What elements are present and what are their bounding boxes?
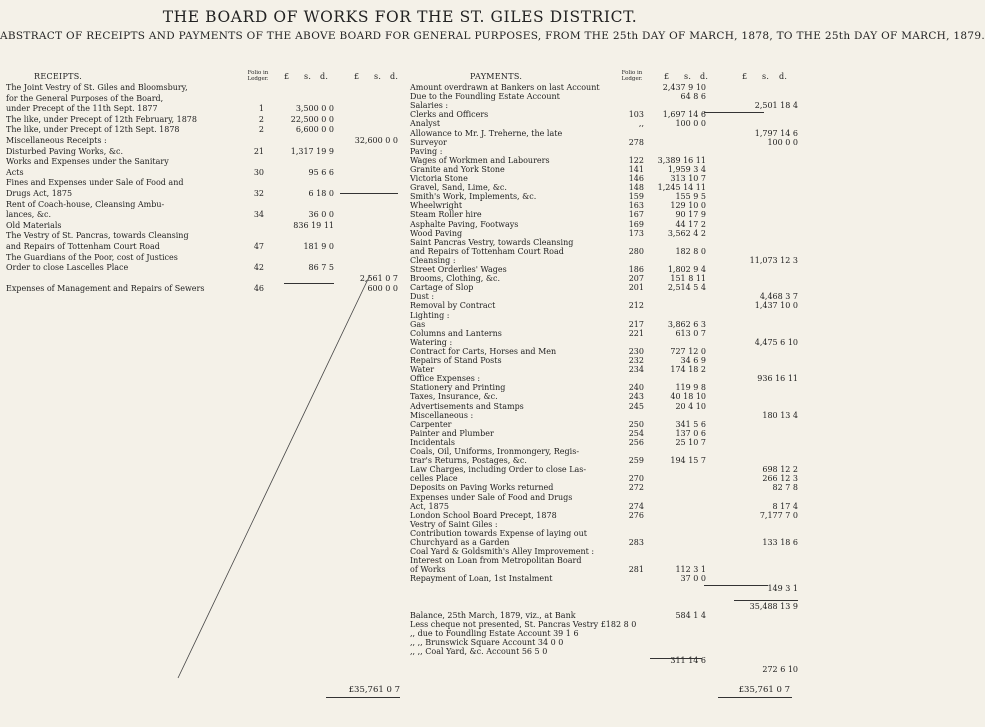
payment-row-amount: 34 6 9	[680, 356, 706, 365]
payment-row-text: celles Place	[410, 474, 458, 484]
payment-row-amount: 1,959 3 4	[667, 164, 706, 174]
payment-row-folio: 254	[628, 428, 644, 438]
payment-row-folio: 167	[628, 210, 644, 220]
receipt-row-text: The Joint Vestry of St. Giles and Bloomsbury,	[6, 83, 188, 92]
receipt-row-amount: 181 9 0	[303, 242, 334, 251]
receipts-grand-total: £35,761 0 7	[348, 685, 400, 695]
payment-row-text: Amount overdrawn at Bankers on last Account	[410, 83, 600, 92]
payment-row-text: Incidentals	[410, 437, 456, 447]
receipt-row-amount: 36 0 0	[308, 210, 334, 220]
payment-row-total: 4,475 6 10	[754, 337, 798, 347]
receipt-row-text: The like, under Precept of 12th February, 1878	[6, 114, 197, 124]
payment-row-text: Wood Paving	[410, 228, 463, 238]
document-title: THE BOARD OF WORKS FOR THE ST. GILES DISTRICT.	[162, 8, 638, 26]
payment-row-text: Office Expenses :	[410, 374, 481, 384]
receipts-pence-heading-2: d.	[390, 72, 399, 81]
payment-row-text: Saint Pancras Vestry, towards Cleansing	[410, 237, 574, 247]
receipt-row-text: and Repairs of Tottenham Court Road	[6, 242, 160, 251]
payment-row-text: Street Orderlies' Wages	[410, 265, 507, 274]
payment-row-text: Coal Yard & Goldsmith's Alley Improvement :	[410, 547, 595, 557]
receipt-row-text: The Vestry of St. Pancras, towards Cleansing	[6, 231, 189, 241]
payment-row-amount: 20 4 10	[675, 401, 706, 411]
receipt-row-folio: 2	[258, 125, 264, 135]
payment-row-total: 1,797 14 6	[754, 128, 798, 138]
payment-row-total: 698 12 2	[762, 465, 798, 475]
payments-pence-heading: d.	[700, 72, 709, 81]
receipt-row-text: Order to close Lascelles Place	[6, 263, 129, 273]
receipts-total-rule	[326, 697, 400, 698]
receipt-row-folio: 21	[253, 146, 264, 156]
payment-row-text: ,, due to Foundling Estate Account 39 1 6	[410, 629, 579, 638]
payment-row-folio: 201	[628, 283, 644, 293]
receipt-row-folio: 32	[253, 189, 264, 198]
receipt-row-folio: 46	[253, 284, 264, 294]
payment-row-folio: ,,	[638, 119, 644, 129]
payment-row-text: Due to the Foundling Estate Account	[410, 92, 560, 102]
payment-row-text: Contribution towards Expense of laying out	[410, 528, 587, 538]
payment-row-amount: 182 8 0	[675, 246, 706, 256]
payment-row-text: of Works	[410, 565, 446, 575]
payment-row-folio: 163	[628, 201, 644, 211]
payment-row-text: Coals, Oil, Uniforms, Ironmongery, Regis-	[410, 447, 580, 456]
receipt-row-total: 600 0 0	[367, 284, 398, 294]
payment-row-amount: 129 10 0	[670, 201, 706, 211]
payment-row-folio: 173	[628, 228, 644, 238]
payment-row-text: Stationery and Printing	[410, 383, 506, 393]
payment-row-folio: 230	[628, 346, 644, 356]
receipt-row-total: 32,600 0 0	[354, 136, 398, 145]
payments-rule-3	[734, 600, 798, 601]
payment-row-total: 35,488 13 9	[749, 601, 798, 611]
receipt-row-text: for the General Purposes of the Board,	[6, 93, 164, 103]
payment-row-amount: 90 17 9	[675, 210, 706, 220]
payments-rule-4	[650, 658, 702, 659]
payment-row-folio: 274	[628, 501, 644, 511]
payment-row-text: Steam Roller hire	[410, 210, 482, 220]
payment-row-text: Repayment of Loan, 1st Instalment	[410, 574, 553, 584]
payment-row-text: and Repairs of Tottenham Court Road	[410, 246, 564, 256]
payment-row-text: Smith's Work, Implements, &c.	[410, 192, 537, 202]
payment-row-folio: 148	[628, 183, 644, 193]
receipt-row-text: Expenses of Management and Repairs of Sewers	[6, 284, 205, 294]
payments-pence-heading-2: d.	[779, 72, 788, 81]
payment-row-text: Removal by Contract	[410, 301, 496, 311]
receipts-shillings-heading-2: s.	[374, 72, 382, 81]
payment-row-folio: 270	[628, 474, 644, 484]
payment-row-folio: 280	[628, 246, 644, 256]
payment-row-total: 8 17 4	[772, 501, 798, 511]
payment-row-text: Surveyor	[410, 137, 447, 147]
payment-row-text: Watering :	[410, 337, 453, 347]
receipt-row-text: Drugs Act, 1875	[6, 189, 73, 198]
payment-row-total: 4,468 3 7	[759, 292, 798, 302]
payment-row-text: Cartage of Slop	[410, 283, 474, 293]
payment-row-amount: 155 9 5	[675, 192, 706, 202]
payment-row-amount: 1,245 14 11	[657, 183, 706, 193]
payment-row-amount: 40 18 10	[670, 392, 706, 402]
payment-row-amount: 174 18 2	[670, 365, 706, 375]
payment-row-folio: 146	[628, 174, 644, 183]
payment-row-amount: 119 9 8	[675, 383, 706, 393]
payments-total-rule	[718, 697, 792, 698]
payment-row-amount: 100 0 0	[675, 119, 706, 129]
payment-row-text: Contract for Carts, Horses and Men	[410, 346, 557, 356]
payment-row-folio: 186	[628, 265, 644, 274]
payment-row-folio: 281	[628, 565, 644, 575]
payment-row-text: Taxes, Insurance, &c.	[410, 392, 498, 402]
receipt-row-text: Fines and Expenses under Sale of Food and	[6, 178, 184, 188]
payment-row-total: 936 16 11	[757, 374, 798, 384]
payment-row-amount: 137 0 6	[675, 428, 706, 438]
payment-row-folio: 245	[628, 401, 644, 411]
payment-row-text: Wheelwright	[410, 201, 463, 211]
receipt-row-text: Rent of Coach-house, Cleansing Ambu-	[6, 199, 165, 209]
receipt-row-amount: 22,500 0 0	[290, 114, 334, 124]
payment-row-amount: 3,562 4 2	[667, 228, 706, 238]
payment-row-text: Clerks and Officers	[410, 110, 489, 120]
payment-row-text: Cleansing :	[410, 255, 456, 265]
receipt-row-folio: 34	[253, 210, 264, 220]
payment-row-amount: 25 10 7	[675, 437, 706, 447]
payments-pounds-heading-2: £	[742, 72, 748, 81]
payment-row-amount: 3,862 6 3	[667, 319, 706, 329]
payment-row-amount: 44 17 2	[675, 219, 706, 229]
payment-row-text: Water	[410, 365, 435, 375]
payment-row-folio: 232	[628, 356, 644, 365]
payment-row-amount: 1,697 14 6	[662, 110, 706, 120]
receipt-row-amount: 95 6 6	[308, 167, 334, 177]
payment-row-folio: 283	[628, 538, 644, 547]
receipt-row-amount: 86 7 5	[308, 263, 334, 273]
payment-row-text: Gravel, Sand, Lime, &c.	[410, 183, 507, 193]
payments-heading: PAYMENTS.	[470, 72, 523, 81]
payment-row-folio: 272	[628, 483, 644, 493]
receipt-row-folio: 1	[258, 104, 264, 114]
payment-row-text: Miscellaneous :	[410, 410, 474, 420]
payment-row-text: ,, ,, Coal Yard, &c. Account 56 5 0	[410, 647, 548, 657]
payment-row-folio: 169	[628, 219, 644, 229]
payment-row-folio: 234	[628, 365, 644, 375]
receipt-row-amount: 3,500 0 0	[295, 104, 334, 114]
receipt-row-text: Miscellaneous Receipts :	[6, 136, 107, 145]
receipts-shillings-heading: s.	[304, 72, 312, 81]
receipt-row-amount: 6,600 0 0	[295, 125, 334, 135]
receipt-row-text: under Precept of the 11th Sept. 1877	[6, 104, 158, 114]
receipts-pounds-heading-2: £	[354, 72, 360, 81]
payment-row-text: Paving :	[410, 146, 443, 156]
payment-row-amount: 584 1 4	[675, 610, 706, 620]
payment-row-folio: 221	[628, 328, 644, 338]
payment-row-text: Expenses under Sale of Food and Drugs	[410, 492, 573, 502]
payment-row-folio: 212	[628, 301, 644, 311]
payment-row-amount: 313 10 7	[670, 174, 706, 183]
receipt-row-text: Disturbed Paving Works, &c.	[6, 146, 123, 156]
payments-rule-1	[704, 112, 764, 113]
payment-row-amount: 1,802 9 4	[667, 265, 706, 274]
payment-row-amount: 727 12 0	[670, 346, 706, 356]
payment-row-total: 7,177 7 0	[759, 510, 798, 520]
payment-row-folio: 243	[628, 392, 644, 402]
payment-row-total: 2,501 18 4	[754, 101, 798, 111]
payment-row-total: 82 7 8	[772, 483, 798, 493]
payment-row-folio: 141	[628, 164, 644, 174]
receipts-pounds-heading: £	[284, 72, 290, 81]
payment-row-text: Painter and Plumber	[410, 428, 494, 438]
payment-row-text: London School Board Precept, 1878	[410, 510, 557, 520]
payment-row-folio: 278	[628, 137, 644, 147]
receipt-row-amount: 6 18 0	[308, 189, 334, 198]
payment-row-total: 100 0 0	[767, 137, 798, 147]
payment-row-total: 133 18 6	[762, 538, 798, 547]
receipts-subtotal-rule	[340, 193, 398, 194]
payment-row-text: Repairs of Stand Posts	[410, 356, 502, 365]
payment-row-amount: 64 8 6	[680, 92, 706, 102]
receipt-row-amount: 836 19 11	[293, 220, 334, 230]
payment-row-text: Analyst	[410, 119, 441, 129]
receipt-row-folio: 30	[253, 167, 264, 177]
receipt-row-text: The like, under Precept of 12th Sept. 1878	[6, 125, 180, 135]
payment-row-text: Granite and York Stone	[410, 164, 505, 174]
payment-row-text: ,, ,, Brunswick Square Account 34 0 0	[410, 638, 564, 648]
payment-row-amount: 151 8 11	[670, 274, 706, 284]
payment-row-folio: 217	[628, 319, 644, 329]
payment-row-folio: 250	[628, 419, 644, 429]
payments-rule-2	[704, 585, 768, 586]
payment-row-total: 272 6 10	[762, 665, 798, 675]
payment-row-text: Deposits on Paving Works returned	[410, 483, 554, 493]
payment-row-amount: 112 3 1	[675, 565, 706, 575]
payment-row-total: 266 12 3	[762, 474, 798, 484]
payment-row-text: Allowance to Mr. J. Treherne, the late	[410, 128, 563, 138]
receipts-folio-heading: Folio in Ledger.	[247, 70, 269, 82]
payment-row-text: Advertisements and Stamps	[410, 401, 524, 411]
receipt-row-text: Acts	[6, 167, 24, 177]
receipt-row-text: lances, &c.	[6, 210, 52, 220]
payment-row-text: Lighting :	[410, 310, 450, 320]
receipt-row-text: Old Materials	[6, 220, 62, 230]
receipt-row-folio: 2	[258, 114, 264, 124]
payment-row-folio: 122	[628, 155, 644, 165]
payments-folio-heading: Folio in Ledger.	[621, 70, 643, 82]
payment-row-text: Balance, 25th March, 1879, viz., at Bank	[410, 610, 576, 620]
payments-grand-total: £35,761 0 7	[738, 685, 790, 695]
payment-row-text: Wages of Workmen and Labourers	[410, 155, 550, 165]
payment-row-folio: 276	[628, 510, 644, 520]
payment-row-text: Columns and Lanterns	[410, 328, 502, 338]
payments-pounds-heading: £	[664, 72, 670, 81]
payment-row-total: 149 3 1	[767, 583, 798, 593]
receipt-row-text: Works and Expenses under the Sanitary	[6, 157, 169, 167]
payment-row-text: Carpenter	[410, 419, 452, 429]
payment-row-amount: 3,389 16 11	[657, 155, 706, 165]
payment-row-text: Vestry of Saint Giles :	[410, 519, 498, 529]
payments-shillings-heading-2: s.	[762, 72, 770, 81]
payment-row-amount: 613 0 7	[675, 328, 706, 338]
receipt-row-folio: 42	[253, 263, 264, 273]
payment-row-folio: 256	[628, 437, 644, 447]
payment-row-text: Victoria Stone	[410, 174, 468, 183]
payment-row-folio: 240	[628, 383, 644, 393]
payment-row-folio: 207	[628, 274, 644, 284]
receipts-heading: RECEIPTS.	[34, 72, 83, 81]
document-subtitle: ABSTRACT OF RECEIPTS AND PAYMENTS OF THE ABOVE BOARD FOR GENERAL PURPOSES, FROM THE 25th DAY OF MARCH, 1878, TO THE 25th DAY OF MARCH, 1879.	[0, 30, 985, 42]
payment-row-total: 180 13 4	[762, 410, 798, 420]
receipt-row-amount: 1,317 19 9	[290, 146, 334, 156]
payment-row-amount: 341 5 6	[675, 419, 706, 429]
payment-row-text: Gas	[410, 319, 426, 329]
receipt-row-text: The Guardians of the Poor, cost of Justices	[6, 252, 178, 262]
payment-row-amount: 311 14 6	[670, 656, 706, 666]
payment-row-folio: 159	[628, 192, 644, 202]
payment-row-text: Act, 1875	[410, 501, 449, 511]
payment-row-amount: 2,437 9 10	[662, 83, 706, 92]
payment-row-text: Churchyard as a Garden	[410, 538, 510, 547]
payment-row-text: Law Charges, including Order to close Las-	[410, 465, 587, 475]
payment-row-total: 1,437 10 0	[754, 301, 798, 311]
payment-row-amount: 194 15 7	[670, 456, 706, 466]
payment-row-folio: 259	[628, 456, 644, 466]
payments-shillings-heading: s.	[684, 72, 692, 81]
payment-row-text: trar's Returns, Postages, &c.	[410, 456, 527, 466]
payment-row-total: 11,073 12 3	[749, 255, 798, 265]
payment-row-text: Salaries :	[410, 101, 449, 111]
payment-row-folio: 103	[628, 110, 644, 120]
receipts-pence-heading: d.	[320, 72, 329, 81]
payment-row-text: Less cheque not presented, St. Pancras Vestry £182 8 0	[410, 619, 637, 629]
receipt-row-total: 2,561 0 7	[359, 273, 398, 283]
payment-row-text: Asphalte Paving, Footways	[410, 219, 519, 229]
payment-row-amount: 2,514 5 4	[667, 283, 706, 293]
payment-row-text: Dust :	[410, 292, 435, 302]
payment-row-amount: 37 0 0	[680, 574, 706, 584]
payment-row-text: Interest on Loan from Metropolitan Board	[410, 556, 582, 566]
receipt-row-folio: 47	[253, 242, 264, 251]
payment-row-text: Brooms, Clothing, &c.	[410, 274, 501, 284]
receipts-subtotal-rule-2	[284, 283, 334, 284]
